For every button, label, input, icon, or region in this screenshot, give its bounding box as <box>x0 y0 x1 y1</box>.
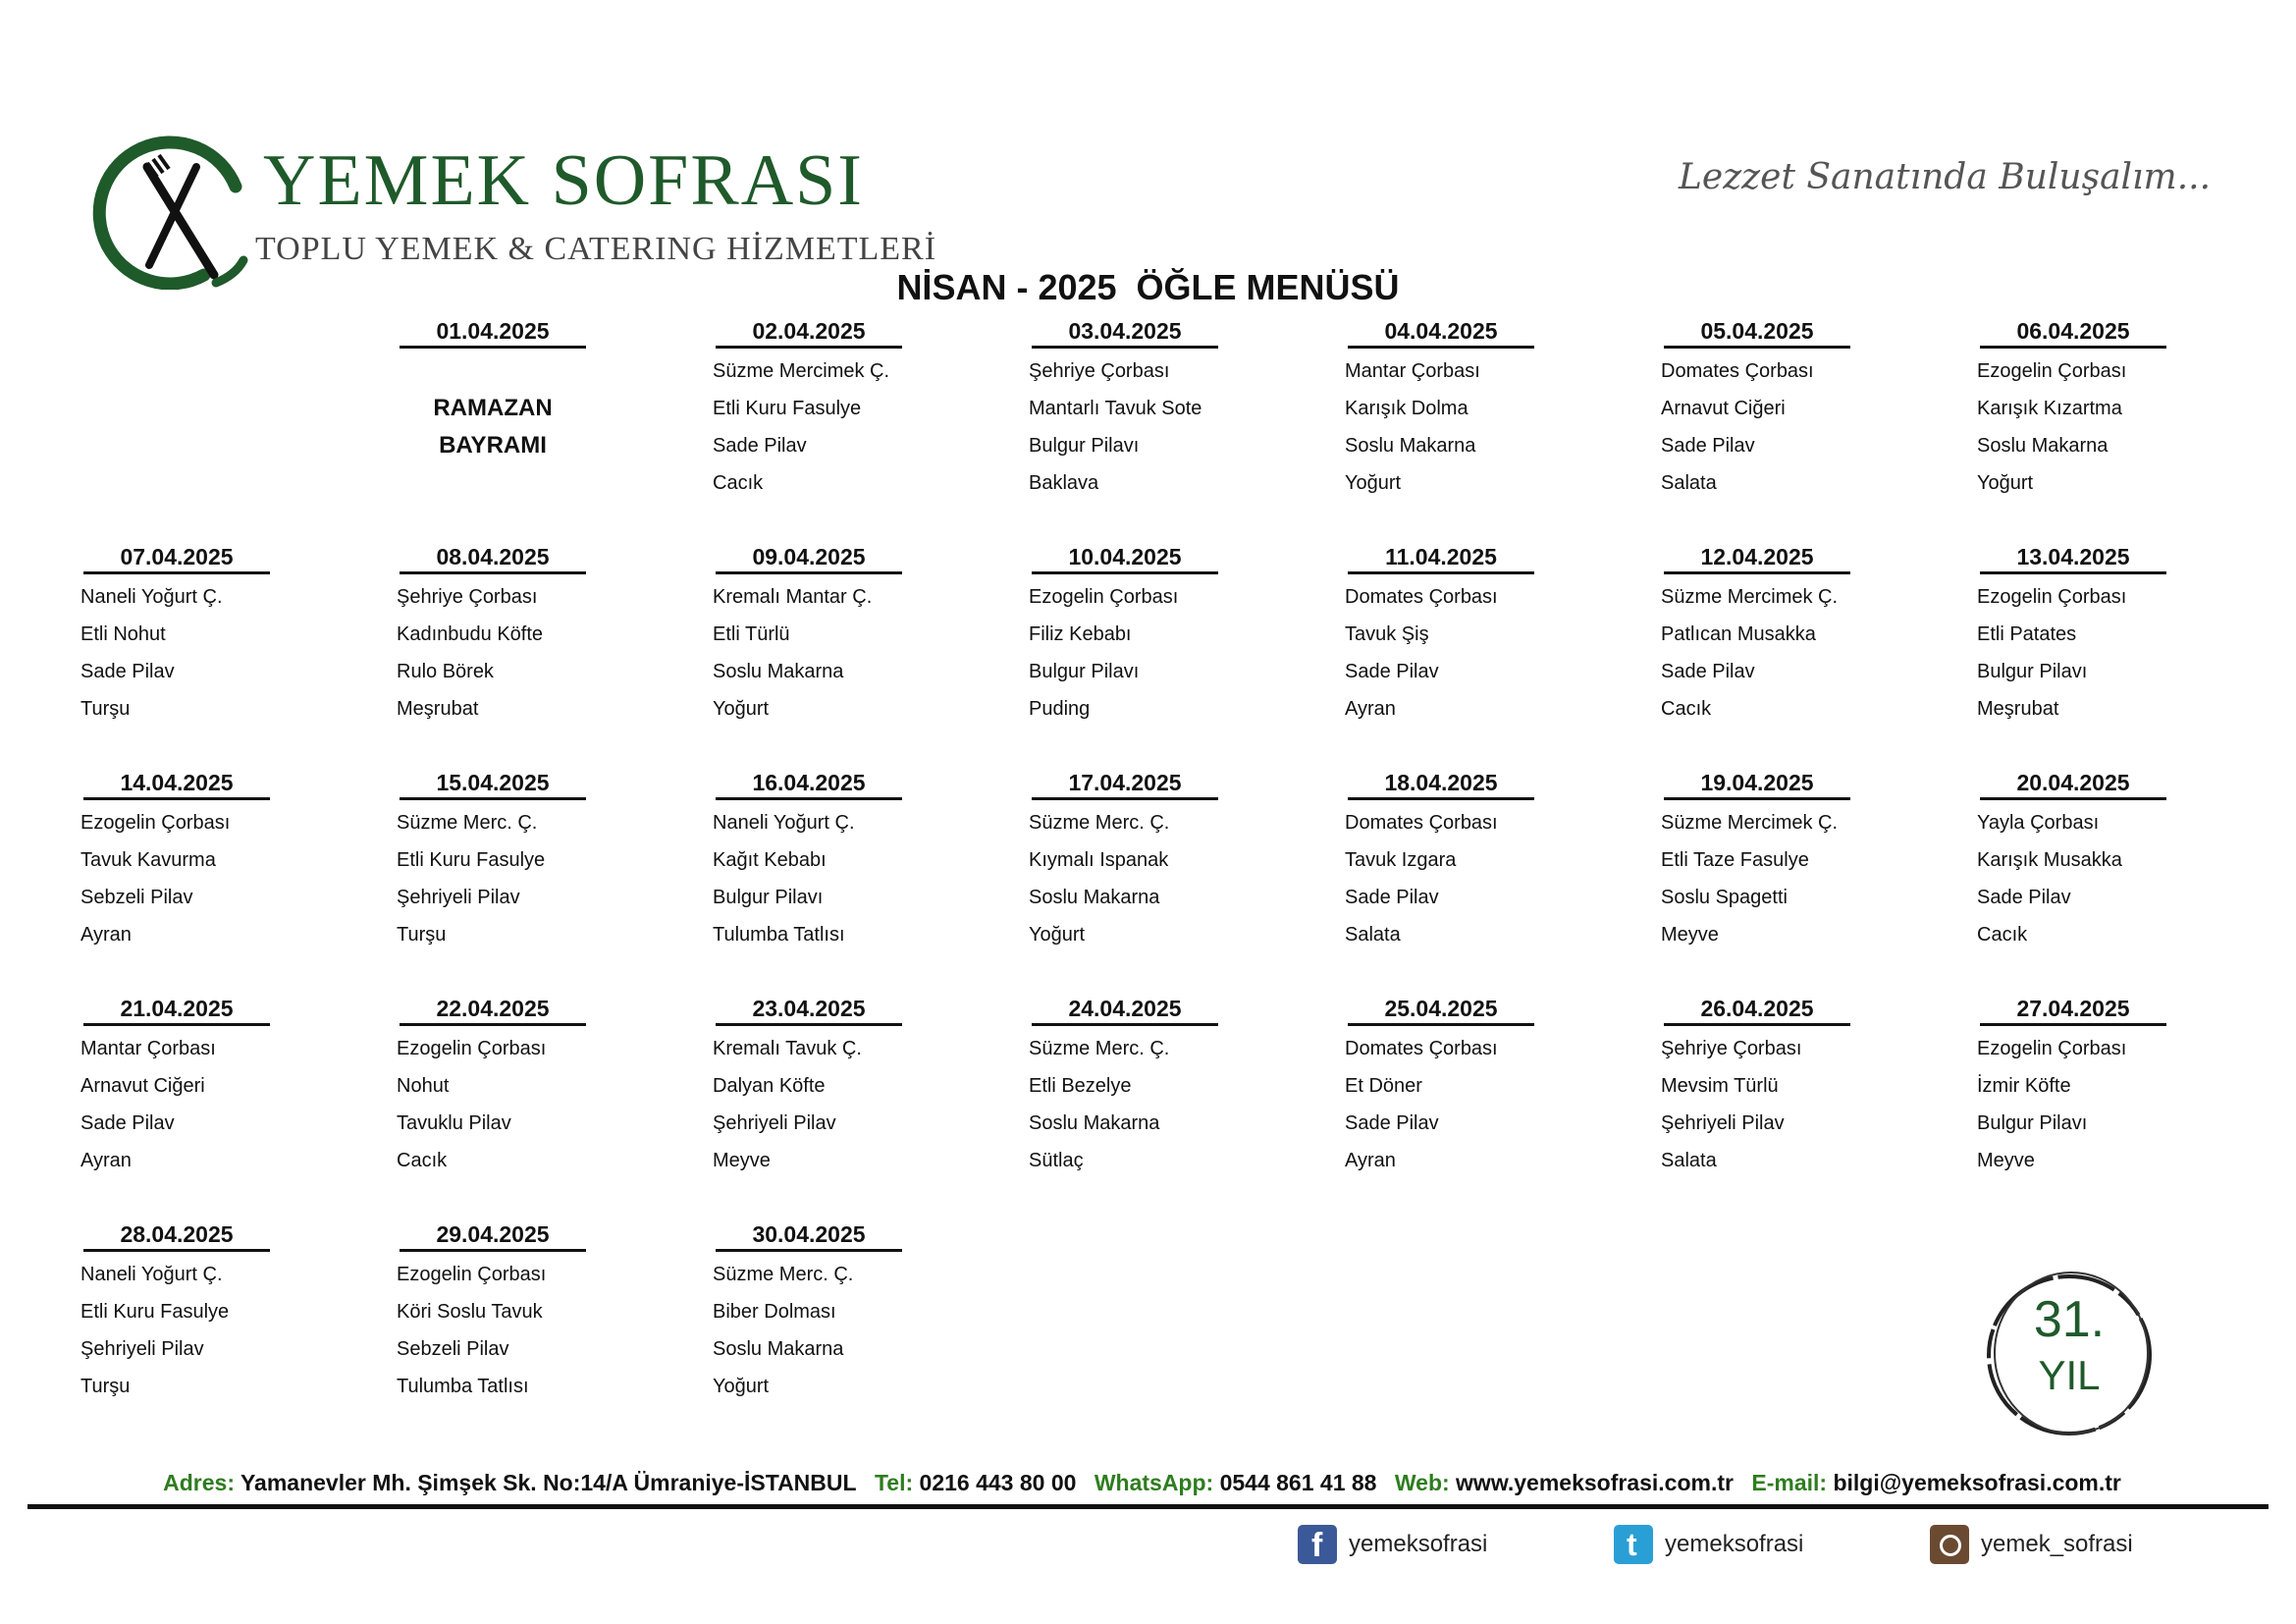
day-cell <box>1975 994 2171 1179</box>
logo-title: YEMEK SOFRASI <box>263 140 864 221</box>
menu-item: Soslu Makarna <box>713 661 844 682</box>
day-cell <box>79 768 275 953</box>
day-cell <box>1975 768 2171 953</box>
day-date: 29.04.2025 <box>400 1219 586 1252</box>
company-logo <box>88 123 937 290</box>
day-date: 19.04.2025 <box>1664 768 1850 800</box>
menu-item: Rulo Börek <box>397 661 494 682</box>
day-cell <box>395 768 591 953</box>
menu-items <box>79 1030 275 1179</box>
menu-item: Cacık <box>1977 924 2028 946</box>
menu-item: Süzme Merc. Ç. <box>1029 812 1170 834</box>
day-date: 20.04.2025 <box>1980 768 2166 800</box>
menu-items <box>1975 1030 2171 1179</box>
menu-item: Etli Bezelye <box>1029 1075 1132 1097</box>
day-date: 13.04.2025 <box>1980 542 2166 574</box>
day-date: 17.04.2025 <box>1032 768 1218 800</box>
menu-item: Ayran <box>80 1150 132 1171</box>
day-date: 16.04.2025 <box>716 768 902 800</box>
logo-subtitle: TOPLU YEMEK & CATERING HİZMETLERİ <box>255 231 937 267</box>
menu-item: Kremalı Tavuk Ç. <box>713 1038 862 1059</box>
day-cell <box>1343 542 1539 728</box>
day-date: 26.04.2025 <box>1664 994 1850 1026</box>
menu-item: Yoğurt <box>1029 924 1086 946</box>
menu-items <box>711 804 907 953</box>
menu-item: İzmir Köfte <box>1977 1075 2071 1097</box>
menu-item: Tulumba Tatlısı <box>713 924 845 946</box>
slogan: Lezzet Sanatında Buluşalım... <box>1679 157 2212 197</box>
tel-label: Tel: <box>874 1470 914 1495</box>
day-date: 15.04.2025 <box>400 768 586 800</box>
instagram-icon <box>1930 1525 1969 1564</box>
menu-item: Tavuklu Pilav <box>397 1112 511 1134</box>
menu-item: Sütlaç <box>1029 1150 1084 1171</box>
menu-item: Dalyan Köfte <box>713 1075 826 1097</box>
menu-item: Baklava <box>1029 472 1099 494</box>
day-date: 18.04.2025 <box>1348 768 1534 800</box>
menu-items <box>1975 578 2171 728</box>
menu-item: Yoğurt <box>713 1376 770 1397</box>
menu-item: Etli Taze Fasulye <box>1661 849 1809 871</box>
menu-item: Sade Pilav <box>80 661 175 682</box>
menu-items <box>1343 352 1539 502</box>
day-date: 11.04.2025 <box>1348 542 1534 574</box>
menu-item: Süzme Merc. Ç. <box>397 812 538 834</box>
menu-item: Bulgur Pilavı <box>1977 661 2088 682</box>
day-cell <box>1659 542 1855 728</box>
menu-item: Sade Pilav <box>1661 661 1755 682</box>
menu-items <box>1027 578 1223 728</box>
menu-item: Tavuk Şiş <box>1345 623 1429 645</box>
menu-items <box>1659 1030 1855 1179</box>
menu-item: Sade Pilav <box>1345 1112 1439 1134</box>
menu-item: Salata <box>1661 1150 1717 1171</box>
day-cell <box>711 1219 907 1405</box>
menu-item: Bulgur Pilavı <box>1029 435 1140 457</box>
day-cell <box>1343 994 1539 1179</box>
day-date: 04.04.2025 <box>1348 316 1534 349</box>
menu-item: Ezogelin Çorbası <box>1977 360 2127 382</box>
menu-items <box>1343 578 1539 728</box>
day-cell <box>1659 316 1855 502</box>
menu-item: Şehriyeli Pilav <box>1661 1112 1785 1134</box>
menu-item: Süzme Mercimek Ç. <box>713 360 890 382</box>
day-date: 28.04.2025 <box>83 1219 270 1252</box>
day-cell <box>711 768 907 953</box>
menu-item: Tulumba Tatlısı <box>397 1376 529 1397</box>
menu-item: Domates Çorbası <box>1345 812 1498 834</box>
menu-items <box>79 1256 275 1405</box>
menu-item: Naneli Yoğurt Ç. <box>80 586 223 608</box>
facebook-handle: yemeksofrasi <box>1349 1531 1488 1557</box>
whatsapp-value[interactable]: 0544 861 41 88 <box>1219 1470 1377 1495</box>
day-date: 03.04.2025 <box>1032 316 1218 349</box>
menu-items <box>711 352 907 502</box>
day-cell <box>1027 994 1223 1179</box>
menu-item: Soslu Makarna <box>1345 435 1476 457</box>
menu-items <box>711 578 907 728</box>
menu-item: Kadınbudu Köfte <box>397 623 544 645</box>
menu-item: Soslu Makarna <box>1977 435 2109 457</box>
menu-items <box>1975 352 2171 502</box>
day-cell <box>79 542 275 728</box>
day-date: 21.04.2025 <box>83 994 270 1026</box>
menu-item: Süzme Merc. Ç. <box>713 1264 854 1285</box>
menu-item: Ezogelin Çorbası <box>1029 586 1179 608</box>
menu-items <box>1027 352 1223 502</box>
day-cell <box>1659 994 1855 1179</box>
address-label: Adres: <box>163 1470 235 1495</box>
menu-item: Mantar Çorbası <box>80 1038 216 1059</box>
instagram-handle: yemek_sofrasi <box>1981 1531 2133 1557</box>
day-cell <box>79 994 275 1179</box>
menu-item: Yoğurt <box>1977 472 2034 494</box>
menu-items <box>1027 804 1223 953</box>
menu-item: Şehriyeli Pilav <box>80 1338 204 1360</box>
day-cell <box>1027 768 1223 953</box>
menu-items <box>1659 804 1855 953</box>
menu-item: Meşrubat <box>397 698 479 720</box>
menu-item: Şehriyeli Pilav <box>713 1112 836 1134</box>
menu-item: Tavuk Izgara <box>1345 849 1457 871</box>
menu-item: Karışık Musakka <box>1977 849 2122 871</box>
menu-items <box>1343 804 1539 953</box>
menu-item: Sade Pilav <box>713 435 807 457</box>
menu-item: Arnavut Ciğeri <box>1661 398 1786 419</box>
menu-item: Etli Kuru Fasulye <box>713 398 862 419</box>
menu-item: Domates Çorbası <box>1345 1038 1498 1059</box>
email-link[interactable]: bilgi@yemeksofrasi.com.tr <box>1833 1470 2121 1495</box>
menu-items <box>711 1256 907 1405</box>
menu-items <box>1027 1030 1223 1179</box>
menu-item: Bulgur Pilavı <box>1977 1112 2088 1134</box>
menu-item: Şehriyeli Pilav <box>397 887 520 908</box>
menu-item: Puding <box>1029 698 1091 720</box>
day-cell <box>1975 316 2171 502</box>
facebook-icon <box>1298 1525 1337 1564</box>
day-date: 25.04.2025 <box>1348 994 1534 1026</box>
menu-item: Etli Nohut <box>80 623 166 645</box>
menu-item: Karışık Kızartma <box>1977 398 2122 419</box>
menu-items <box>395 1256 591 1405</box>
menu-item: Cacık <box>713 472 764 494</box>
menu-item: Yoğurt <box>713 698 770 720</box>
social-instagram[interactable] <box>1930 1525 2133 1564</box>
menu-item: Naneli Yoğurt Ç. <box>80 1264 223 1285</box>
menu-item: Mevsim Türlü <box>1661 1075 1779 1097</box>
menu-item: Şehriye Çorbası <box>397 586 538 608</box>
menu-items <box>395 578 591 728</box>
menu-item: Ayran <box>1345 1150 1396 1171</box>
day-date: 05.04.2025 <box>1664 316 1850 349</box>
day-cell <box>1027 316 1223 502</box>
email-label: E-mail: <box>1751 1470 1828 1495</box>
menu-item: Domates Çorbası <box>1661 360 1814 382</box>
web-label: Web: <box>1394 1470 1450 1495</box>
day-cell <box>1659 768 1855 953</box>
day-cell <box>395 994 591 1179</box>
day-date: 14.04.2025 <box>83 768 270 800</box>
day-cell <box>711 542 907 728</box>
menu-item: Soslu Makarna <box>713 1338 844 1360</box>
menu-item: Köri Soslu Tavuk <box>397 1301 543 1323</box>
menu-item: Sade Pilav <box>1345 661 1439 682</box>
menu-item: Sade Pilav <box>80 1112 175 1134</box>
menu-item: Kıymalı Ispanak <box>1029 849 1169 871</box>
day-date: 07.04.2025 <box>83 542 270 574</box>
day-cell <box>79 1219 275 1405</box>
menu-item: Soslu Spagetti <box>1661 887 1788 908</box>
day-date: 22.04.2025 <box>400 994 586 1026</box>
menu-item: Naneli Yoğurt Ç. <box>713 812 855 834</box>
menu-item: Ayran <box>1345 698 1396 720</box>
menu-item: Şehriye Çorbası <box>1029 360 1170 382</box>
anniversary-badge <box>1971 1267 2167 1443</box>
menu-item: Turşu <box>80 698 131 720</box>
menu-items <box>1659 578 1855 728</box>
menu-items <box>1659 352 1855 502</box>
day-date: 30.04.2025 <box>716 1219 902 1252</box>
day-cell <box>395 1219 591 1405</box>
day-cell <box>395 316 591 464</box>
menu-item: Ezogelin Çorbası <box>80 812 231 834</box>
menu-item: Kremalı Mantar Ç. <box>713 586 873 608</box>
menu-item: Domates Çorbası <box>1345 586 1498 608</box>
menu-item: Ezogelin Çorbası <box>397 1264 547 1285</box>
menu-item: Mantarlı Tavuk Sote <box>1029 398 1202 419</box>
menu-item: Filiz Kebabı <box>1029 623 1132 645</box>
menu-title: NİSAN - 2025 ÖĞLE MENÜSÜ <box>896 267 1400 307</box>
menu-item: Yayla Çorbası <box>1977 812 2100 834</box>
day-date: 09.04.2025 <box>716 542 902 574</box>
tel-value[interactable]: 0216 443 80 00 <box>919 1470 1077 1495</box>
menu-item: Mantar Çorbası <box>1345 360 1480 382</box>
menu-item: Et Döner <box>1345 1075 1422 1097</box>
badge-label: YIL <box>2038 1352 2101 1398</box>
plate-fork-knife-logo-icon <box>88 128 255 290</box>
day-date: 01.04.2025 <box>400 316 586 349</box>
holiday-label: BAYRAMI <box>439 432 547 459</box>
day-date: 02.04.2025 <box>716 316 902 349</box>
menu-item: Soslu Makarna <box>1029 887 1160 908</box>
menu-item: Arnavut Ciğeri <box>80 1075 205 1097</box>
web-link[interactable]: www.yemeksofrasi.com.tr <box>1456 1470 1734 1495</box>
menu-item: Cacık <box>397 1150 448 1171</box>
menu-item: Sade Pilav <box>1977 887 2071 908</box>
menu-item: Etli Patates <box>1977 623 2077 645</box>
menu-item: Süzme Mercimek Ç. <box>1661 812 1839 834</box>
menu-item: Ezogelin Çorbası <box>1977 586 2127 608</box>
day-cell <box>711 994 907 1179</box>
menu-item: Süzme Merc. Ç. <box>1029 1038 1170 1059</box>
menu-item: Kağıt Kebabı <box>713 849 827 871</box>
whatsapp-label: WhatsApp: <box>1094 1470 1214 1495</box>
social-twitter[interactable] <box>1614 1525 1803 1564</box>
twitter-icon <box>1614 1525 1653 1564</box>
menu-item: Süzme Mercimek Ç. <box>1661 586 1839 608</box>
menu-item: Sebzeli Pilav <box>397 1338 509 1360</box>
menu-item: Etli Türlü <box>713 623 790 645</box>
day-date: 23.04.2025 <box>716 994 902 1026</box>
holiday-label: RAMAZAN <box>433 395 553 421</box>
menu-items <box>395 804 591 953</box>
day-date: 12.04.2025 <box>1664 542 1850 574</box>
day-cell <box>1975 542 2171 728</box>
menu-item: Ezogelin Çorbası <box>1977 1038 2127 1059</box>
day-cell <box>1343 768 1539 953</box>
menu-item: Sebzeli Pilav <box>80 887 193 908</box>
footer-divider <box>27 1504 2269 1509</box>
day-date: 27.04.2025 <box>1980 994 2166 1026</box>
day-date: 08.04.2025 <box>400 542 586 574</box>
day-cell <box>711 316 907 502</box>
menu-item: Patlıcan Musakka <box>1661 623 1816 645</box>
menu-item: Salata <box>1345 924 1401 946</box>
menu-item: Bulgur Pilavı <box>713 887 824 908</box>
day-date: 06.04.2025 <box>1980 316 2166 349</box>
menu-item: Meyve <box>1977 1150 2035 1171</box>
social-facebook[interactable] <box>1298 1525 1487 1564</box>
menu-item: Meşrubat <box>1977 698 2059 720</box>
day-cell <box>1343 316 1539 502</box>
menu-items <box>395 1030 591 1179</box>
menu-item: Karışık Dolma <box>1345 398 1468 419</box>
menu-item: Ayran <box>80 924 132 946</box>
menu-item: Etli Kuru Fasulye <box>397 849 546 871</box>
day-cell <box>1027 542 1223 728</box>
menu-item: Şehriye Çorbası <box>1661 1038 1802 1059</box>
menu-item: Cacık <box>1661 698 1712 720</box>
menu-item: Meyve <box>713 1150 771 1171</box>
menu-item: Sade Pilav <box>1345 887 1439 908</box>
menu-item: Yoğurt <box>1345 472 1402 494</box>
menu-items <box>1343 1030 1539 1179</box>
menu-item: Etli Kuru Fasulye <box>80 1301 230 1323</box>
menu-item: Biber Dolması <box>713 1301 836 1323</box>
menu-item: Sade Pilav <box>1661 435 1755 457</box>
menu-items <box>711 1030 907 1179</box>
menu-item: Soslu Makarna <box>1029 1112 1160 1134</box>
day-cell <box>395 542 591 728</box>
contact-footer <box>0 1470 2296 1496</box>
menu-item: Meyve <box>1661 924 1719 946</box>
address-value: Yamanevler Mh. Şimşek Sk. No:14/A Ümraniye-İSTANBUL <box>240 1470 857 1495</box>
menu-item: Turşu <box>80 1376 131 1397</box>
day-date: 24.04.2025 <box>1032 994 1218 1026</box>
badge-number: 31. <box>2033 1291 2106 1348</box>
day-date: 10.04.2025 <box>1032 542 1218 574</box>
twitter-handle: yemeksofrasi <box>1665 1531 1804 1557</box>
menu-item: Bulgur Pilavı <box>1029 661 1140 682</box>
menu-items <box>1975 804 2171 953</box>
menu-items <box>79 578 275 728</box>
menu-item: Tavuk Kavurma <box>80 849 216 871</box>
menu-item: Nohut <box>397 1075 450 1097</box>
menu-item: Salata <box>1661 472 1717 494</box>
menu-item: Ezogelin Çorbası <box>397 1038 547 1059</box>
menu-item: Turşu <box>397 924 447 946</box>
menu-items <box>79 804 275 953</box>
